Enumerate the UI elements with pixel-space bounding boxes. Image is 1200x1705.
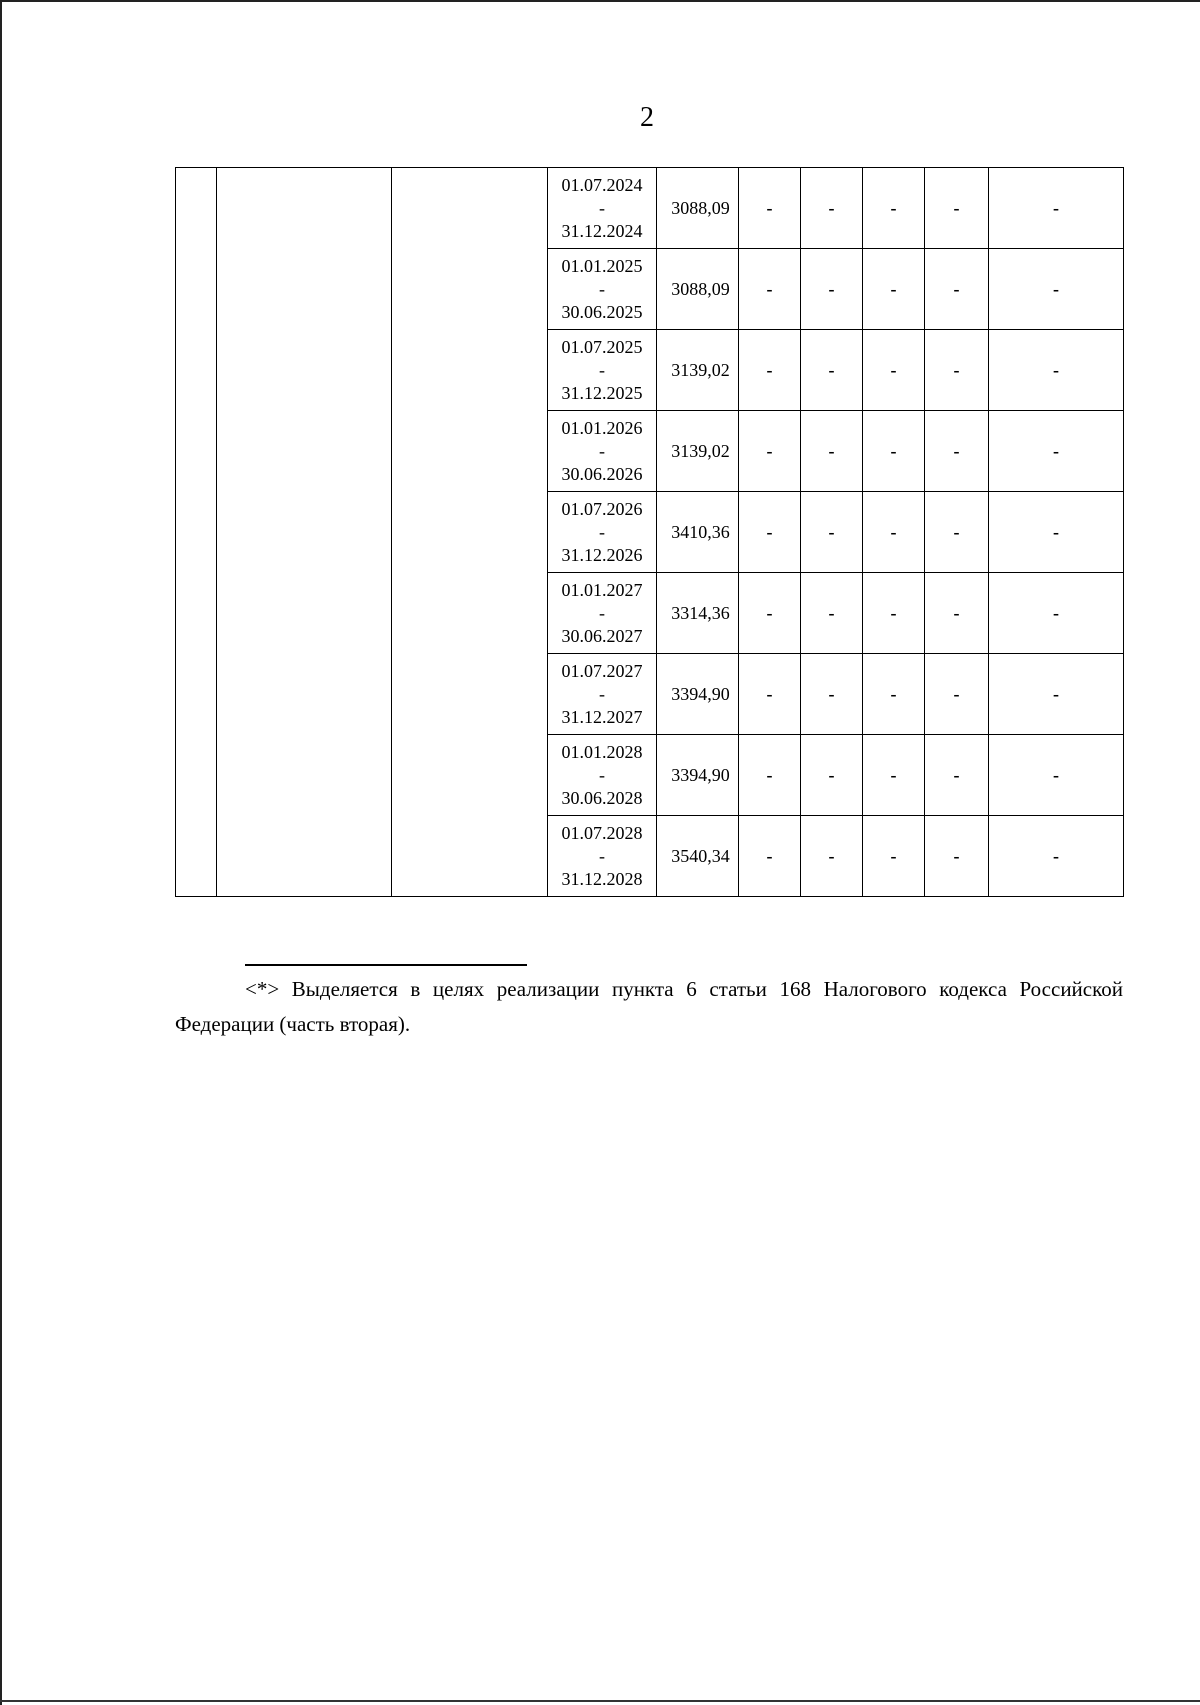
footnote-rule — [245, 964, 527, 966]
dash-cell-c5: - — [989, 492, 1124, 573]
dash-cell-c3: - — [863, 492, 925, 573]
dash-cell-c5: - — [989, 573, 1124, 654]
rate-cell: 3139,02 — [657, 411, 739, 492]
footnote-text: <*> Выделяется в целях реализации пункта 6 статьи 168 Налогового кодекса Российской Федерации (часть вторая). — [175, 977, 1123, 1036]
dash-cell-c3: - — [863, 411, 925, 492]
dash-cell-c4: - — [925, 168, 989, 249]
period-end: 30.06.2028 — [561, 787, 643, 808]
rate-cell: 3088,09 — [657, 249, 739, 330]
period-start: 01.01.2027 — [561, 579, 643, 600]
dash-cell-c4: - — [925, 330, 989, 411]
page-border-top — [0, 0, 1200, 2]
period-cell — [548, 492, 657, 573]
dash-cell-c1: - — [739, 168, 801, 249]
period-end: 31.12.2024 — [561, 220, 643, 241]
dash-cell-c4: - — [925, 411, 989, 492]
table-row — [176, 168, 1124, 249]
period-separator: - — [599, 521, 605, 542]
rate-cell: 3394,90 — [657, 654, 739, 735]
dash-cell-c1: - — [739, 330, 801, 411]
period-end: 31.12.2026 — [561, 544, 643, 565]
dash-cell-c5: - — [989, 411, 1124, 492]
dash-cell-c1: - — [739, 654, 801, 735]
period-start: 01.07.2025 — [561, 336, 643, 357]
period-separator: - — [599, 440, 605, 461]
blank-col-2 — [217, 168, 392, 897]
period-cell — [548, 654, 657, 735]
period-end: 30.06.2027 — [561, 625, 643, 646]
period-separator: - — [599, 602, 605, 623]
period-separator: - — [599, 278, 605, 299]
dash-cell-c3: - — [863, 573, 925, 654]
dash-cell-c1: - — [739, 735, 801, 816]
dash-cell-c2: - — [801, 573, 863, 654]
dash-cell-c2: - — [801, 735, 863, 816]
rate-cell: 3139,02 — [657, 330, 739, 411]
period-separator: - — [599, 845, 605, 866]
dash-cell-c2: - — [801, 492, 863, 573]
page-number: 2 — [640, 102, 654, 133]
dash-cell-c2: - — [801, 411, 863, 492]
dash-cell-c4: - — [925, 573, 989, 654]
dash-cell-c4: - — [925, 654, 989, 735]
dash-cell-c5: - — [989, 816, 1124, 897]
period-start: 01.07.2024 — [561, 174, 643, 195]
period-end: 31.12.2027 — [561, 706, 643, 727]
page-border-left — [0, 0, 2, 1705]
dash-cell-c2: - — [801, 168, 863, 249]
rate-cell: 3540,34 — [657, 816, 739, 897]
dash-cell-c3: - — [863, 654, 925, 735]
dash-cell-c4: - — [925, 735, 989, 816]
period-separator: - — [599, 764, 605, 785]
dash-cell-c2: - — [801, 249, 863, 330]
period-cell — [548, 411, 657, 492]
dash-cell-c1: - — [739, 411, 801, 492]
period-cell — [548, 816, 657, 897]
period-start: 01.01.2026 — [561, 417, 643, 438]
dash-cell-c3: - — [863, 249, 925, 330]
rate-cell: 3410,36 — [657, 492, 739, 573]
dash-cell-c4: - — [925, 492, 989, 573]
period-start: 01.01.2025 — [561, 255, 643, 276]
dash-cell-c4: - — [925, 816, 989, 897]
period-start: 01.07.2026 — [561, 498, 643, 519]
period-end: 31.12.2028 — [561, 868, 643, 889]
period-start: 01.07.2027 — [561, 660, 643, 681]
blank-col-3 — [392, 168, 548, 897]
period-separator: - — [599, 197, 605, 218]
dash-cell-c1: - — [739, 492, 801, 573]
period-cell — [548, 330, 657, 411]
dash-cell-c5: - — [989, 654, 1124, 735]
tariff-table — [175, 167, 1124, 897]
blank-col-1 — [176, 168, 217, 897]
dash-cell-c4: - — [925, 249, 989, 330]
dash-cell-c2: - — [801, 330, 863, 411]
period-end: 31.12.2025 — [561, 382, 643, 403]
dash-cell-c3: - — [863, 735, 925, 816]
rate-cell: 3314,36 — [657, 573, 739, 654]
period-cell — [548, 735, 657, 816]
period-cell — [548, 573, 657, 654]
dash-cell-c2: - — [801, 654, 863, 735]
dash-cell-c5: - — [989, 249, 1124, 330]
period-cell — [548, 249, 657, 330]
period-separator: - — [599, 683, 605, 704]
dash-cell-c1: - — [739, 249, 801, 330]
period-separator: - — [599, 359, 605, 380]
period-start: 01.01.2028 — [561, 741, 643, 762]
dash-cell-c3: - — [863, 168, 925, 249]
dash-cell-c3: - — [863, 816, 925, 897]
dash-cell-c3: - — [863, 330, 925, 411]
period-cell — [548, 168, 657, 249]
dash-cell-c5: - — [989, 168, 1124, 249]
rate-cell: 3394,90 — [657, 735, 739, 816]
period-start: 01.07.2028 — [561, 822, 643, 843]
tariff-table-body — [176, 168, 1124, 897]
dash-cell-c5: - — [989, 330, 1124, 411]
rate-cell: 3088,09 — [657, 168, 739, 249]
period-end: 30.06.2025 — [561, 301, 643, 322]
dash-cell-c2: - — [801, 816, 863, 897]
dash-cell-c5: - — [989, 735, 1124, 816]
dash-cell-c1: - — [739, 816, 801, 897]
period-end: 30.06.2026 — [561, 463, 643, 484]
page-border-bottom — [0, 1700, 1200, 1702]
dash-cell-c1: - — [739, 573, 801, 654]
